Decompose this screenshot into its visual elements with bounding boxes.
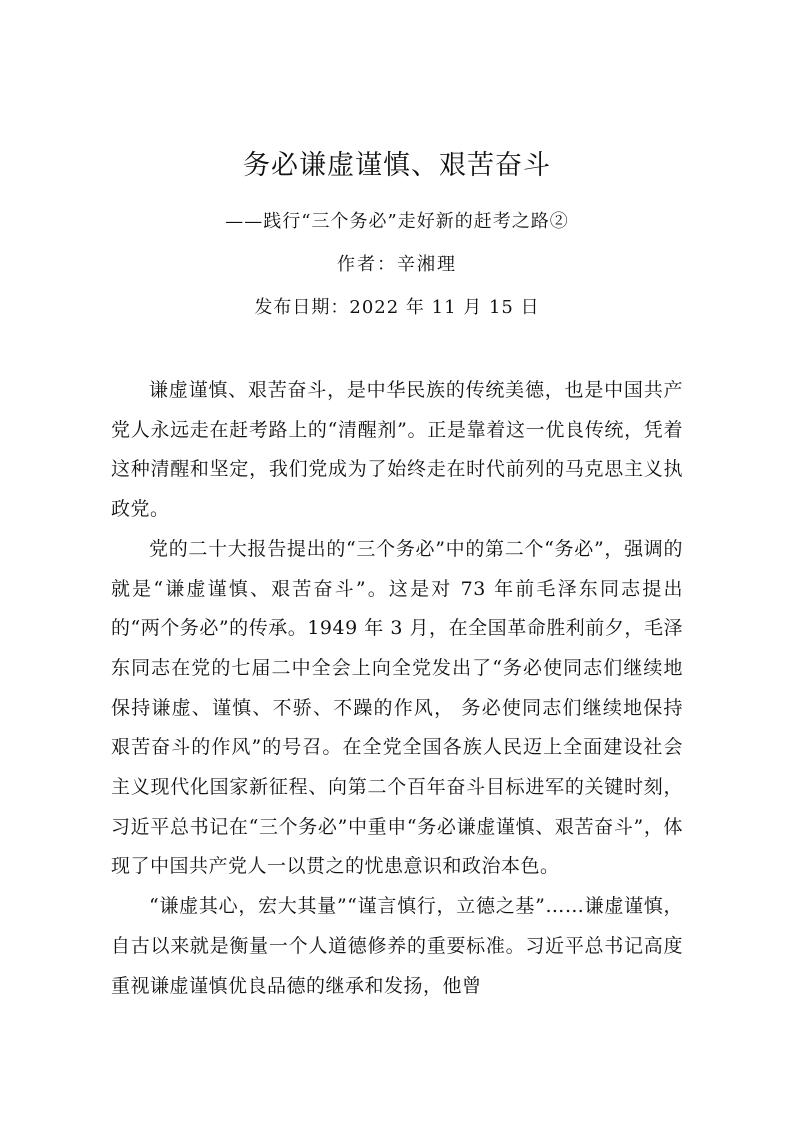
article-author: 作者：辛湘理 [337,254,457,275]
publish-date: 发布日期：2022 年 11 月 15 日 [254,297,540,318]
article-subtitle: ——践行“三个务必”走好新的赶考之路② [225,211,569,232]
paragraph-1: 谦虚谨慎、艰苦奋斗，是中华民族的传统美德，也是中国共产党人永远走在赶考路上的“清醒剂”。正是靠着这一优良传统，凭着这种清醒和坚定，我们党成为了始终走在时代前列的马克思主义执政党。 [111,379,683,521]
paragraph-3: “谦虚其心，宏大其量”“谨言慎行，立德之基”……谦虚谨慎，自古以来就是衡量一个人道德修养的重要标准。习近平总书记高度重视谦虚谨慎优良品德的继承和发扬，他曾 [111,895,683,997]
paragraph-2: 党的二十大报告提出的“三个务必”中的第二个“务必”，强调的就是“谦虚谨慎、艰苦奋斗”。这是对 73 年前毛泽东同志提出的“两个务必”的传承。1949 年 3 月，在全国革命胜利前夕，毛泽东同志在党的七届二中全会上向全党发出了“务必使同志们继续地保持谦虚、谨慎、不骄、不躁的作风， 务必使同志们继续地保持艰苦奋斗的作风”的号召。在全党全国各族人民迈上全面建设社会主义现代化国家新征程、向第二个百年奋斗目标进军的关键时刻，习近平总书记在“三个务必”中重申“务必谦虚谨慎、艰苦奋斗”，体现了中国共产党人一以贯之的忧患意识和政治本色。 [111,537,683,878]
article-title: 务必谦虚谨慎、艰苦奋斗 [243,150,551,181]
article-body [111,371,683,1006]
